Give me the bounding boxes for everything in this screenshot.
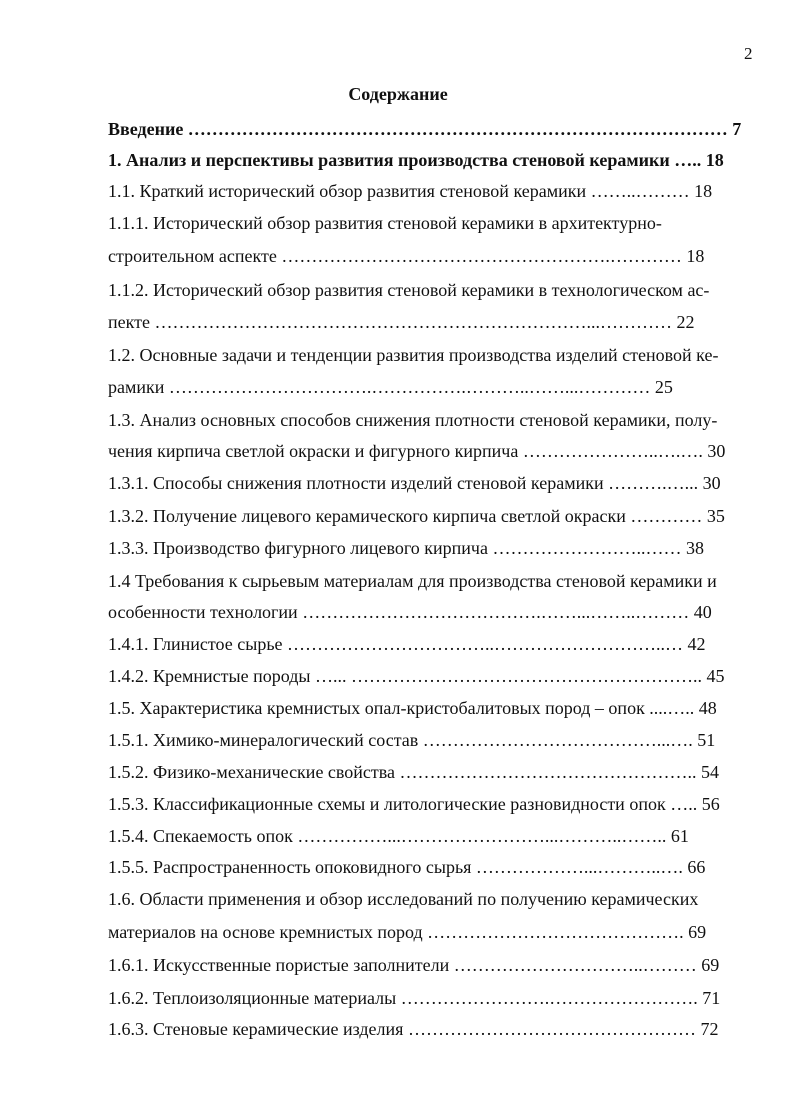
toc-line: особенности технологии ………………………………….……...……..……… 40 xyxy=(108,602,712,622)
toc-line: 1.6.2. Теплоизоляционные материалы …………………….……………………. 71 xyxy=(108,988,721,1008)
toc-line: 1.4.2. Кремнистые породы …... ………………………………………………….. 45 xyxy=(108,666,725,686)
page-title: Содержание xyxy=(348,84,448,104)
toc-line: 1. Анализ и перспективы развития производства стеновой керамики ….. 18 xyxy=(108,150,724,170)
toc-line: Введение ……………………………………………………………………………… 7 xyxy=(108,119,742,139)
toc-line: 1.2. Основные задачи и тенденции развития производства изделий стеновой ке- xyxy=(108,345,719,365)
toc-line: пекте ………………………………………………………………...………… 22 xyxy=(108,312,695,332)
toc-line: 1.5.1. Химико-минералогический состав …………………………………...…. 51 xyxy=(108,730,716,750)
toc-line: строительном аспекте ……………………………………………….………… 18 xyxy=(108,246,705,266)
toc-line: материалов на основе кремнистых пород ……………………………………. 69 xyxy=(108,922,707,942)
page-number: 2 xyxy=(744,44,753,63)
toc-line: 1.6.1. Искусственные пористые заполнители …………………………..……… 69 xyxy=(108,955,720,975)
toc-line: 1.5. Характеристика кремнистых опал-кристобалитовых пород – опок ....….. 48 xyxy=(108,698,717,718)
toc-line: рамики …………………………….…………….………..……...………… 25 xyxy=(108,377,673,397)
toc-line: 1.3.3. Производство фигурного лицевого кирпича ……………………..…… 38 xyxy=(108,538,704,558)
toc-line: 1.6. Области применения и обзор исследований по получению керамических xyxy=(108,889,699,909)
toc-line: 1.5.2. Физико-механические свойства ………………………………………….. 54 xyxy=(108,762,720,782)
toc-line: 1.3. Анализ основных способов снижения плотности стеновой керамики, полу- xyxy=(108,410,718,430)
toc-line: 1.3.1. Способы снижения плотности изделий стеновой керамики ……….…... 30 xyxy=(108,473,721,493)
toc-line: 1.5.4. Спекаемость опок ……………...……………………...………..…….. 61 xyxy=(108,826,689,846)
toc-line: чения кирпича светлой окраски и фигурного кирпича …………………..….…. 30 xyxy=(108,441,726,461)
toc-line: 1.1.1. Исторический обзор развития стеновой керамики в архитектурно- xyxy=(108,213,662,233)
toc-line: 1.5.5. Распространенность опоковидного сырья ………………...………..…. 66 xyxy=(108,857,706,877)
toc-line: 1.4 Требования к сырьевым материалам для производства стеновой керамики и xyxy=(108,571,717,591)
toc-line: 1.1. Краткий исторический обзор развития стеновой керамики ……..……… 18 xyxy=(108,181,713,201)
toc-line: 1.6.3. Стеновые керамические изделия ………………………………………… 72 xyxy=(108,1019,719,1039)
toc-line: 1.3.2. Получение лицевого керамического кирпича светлой окраски ………… 35 xyxy=(108,506,725,526)
toc-line: 1.4.1. Глинистое сырье ……………………………..………………………..… 42 xyxy=(108,634,706,654)
toc-line: 1.1.2. Исторический обзор развития стеновой керамики в технологическом ас- xyxy=(108,280,710,300)
toc-line: 1.5.3. Классификационные схемы и литологические разновидности опок ….. 56 xyxy=(108,794,720,814)
